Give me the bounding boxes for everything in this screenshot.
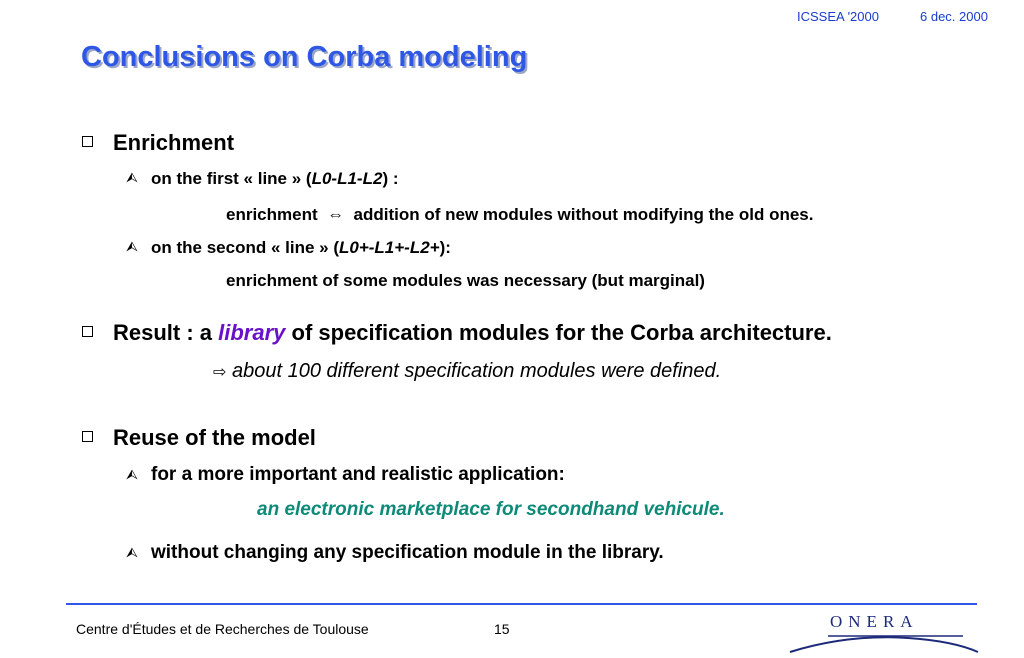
arrow-bullet-icon: ⮙ [126, 467, 138, 483]
arrow-bullet-icon: ⮙ [126, 545, 138, 561]
reuse-item-1-detail: an electronic marketplace for secondhand vehicule. [257, 499, 725, 520]
footer-rule [66, 603, 977, 605]
date-label: 6 dec. 2000 [920, 9, 988, 24]
onera-logo: ONERA [830, 612, 919, 631]
reuse-item-2: without changing any specification module in the library. [151, 542, 664, 563]
conference-label: ICSSEA '2000 [797, 9, 879, 24]
arrow-bullet-icon: ⮙ [126, 239, 138, 255]
first-line-item: on the first « line » (L0-L1-L2) : [151, 169, 399, 188]
result-note: ⇨ about 100 different specification modules were defined. [213, 360, 722, 382]
onera-logo-swoosh-icon [788, 628, 988, 656]
slide-title: Conclusions on Corba modeling [81, 41, 528, 73]
equivalence-icon: ⇔ [327, 205, 345, 224]
library-term: library [218, 320, 286, 345]
enrichment-heading: Enrichment [113, 130, 235, 155]
checkbox-bullet-icon [82, 136, 93, 147]
second-line-detail: enrichment of some modules was necessary (but marginal) [226, 271, 705, 290]
result-line: Result : a library of specification modules for the Corba architecture. [113, 320, 832, 345]
checkbox-bullet-icon [82, 431, 93, 442]
reuse-item-1: for a more important and realistic application: [151, 464, 565, 485]
arrow-right-icon: ⇨ [213, 362, 227, 381]
reuse-heading: Reuse of the model [113, 425, 316, 450]
first-line-detail: enrichment ⇔ addition of new modules without modifying the old ones. [226, 205, 814, 224]
page-number: 15 [494, 621, 510, 637]
arrow-bullet-icon: ⮙ [126, 170, 138, 186]
checkbox-bullet-icon [82, 326, 93, 337]
footer-org: Centre d'Études et de Recherches de Toulouse [76, 621, 369, 637]
second-line-item: on the second « line » (L0+-L1+-L2+): [151, 238, 451, 257]
